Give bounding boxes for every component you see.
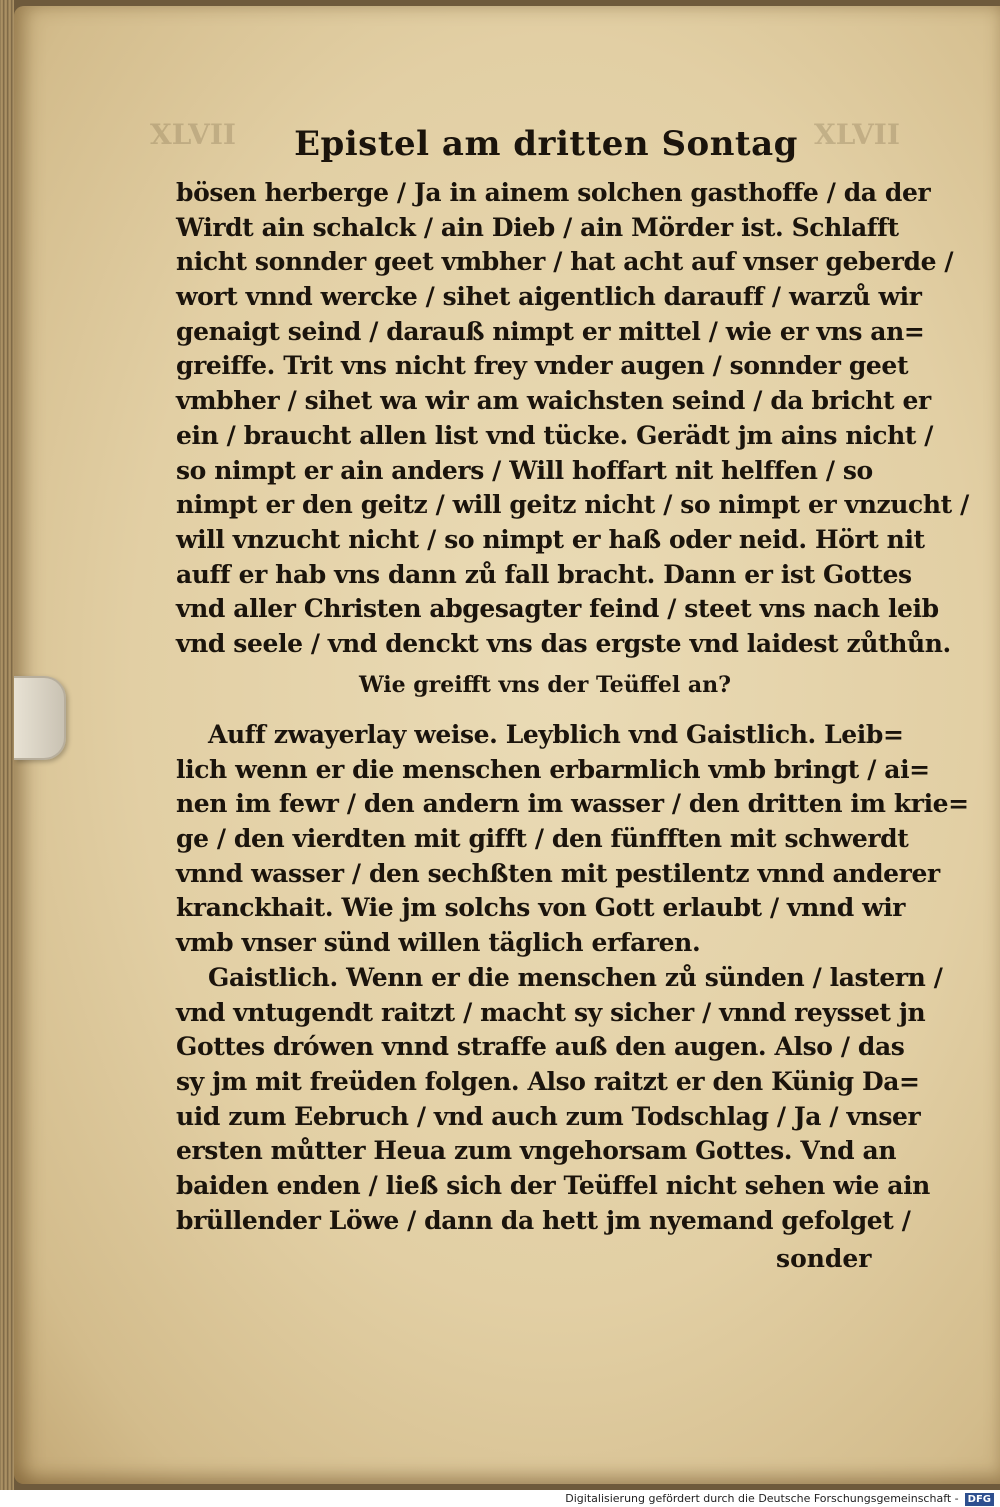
text-line: wort vnnd wercke / sihet aigentlich darauff / warzů wir <box>176 282 922 312</box>
text-line: genaigt seind / darauß nimpt er mittel / wie er vns an= <box>176 316 925 346</box>
text-line: bösen herberge / Ja in ainem solchen gasthoffe / da der <box>176 178 931 207</box>
page-heading: Epistel am dritten Sontag <box>294 124 798 164</box>
catchword: sonder <box>776 1244 872 1273</box>
text-line: Auff zwayerlay weise. Leyblich vnd Gaistlich. Leib= <box>208 720 904 749</box>
text-line: auff er hab vns dann zů fall bracht. Dann er ist Gottes <box>176 559 912 589</box>
book-page-edges <box>0 0 14 1490</box>
text-block-2 <box>176 718 969 1238</box>
text-line: vnnd wasser / den sechßten mit pestilentz vnnd anderer <box>176 858 940 888</box>
text-line: so nimpt er ain anders / Will hoffart nit helffen / so <box>176 455 873 485</box>
text-line: uid zum Eebruch / vnd auch zum Todschlag / Ja / vnser <box>176 1101 921 1131</box>
text-line: will vnzucht nicht / so nimpt er haß oder neid. Hört nit <box>176 524 925 554</box>
text-line: kranckhait. Wie jm solchs von Gott erlaubt / vnnd wir <box>176 893 906 923</box>
text-block-1 <box>176 176 969 662</box>
text-line: vnd seele / vnd denckt vns das ergste vnd laidest zůthůn. <box>176 628 951 658</box>
text-line: vnd aller Christen abgesagter feind / steet vns nach leib <box>176 594 939 624</box>
text-line: ein / braucht allen list vnd tücke. Gerädt jm ains nicht / <box>176 420 934 450</box>
text-line: greiffe. Trit vns nicht frey vnder augen / sonnder geet <box>176 351 909 381</box>
text-line: nimpt er den geitz / will geitz nicht / so nimpt er vnzucht / <box>176 490 969 520</box>
text-line: Wirdt ain schalck / ain Dieb / ain Mörder ist. Schlafft <box>176 212 899 242</box>
footer-bar <box>0 1490 1000 1507</box>
text-line: baiden enden / ließ sich der Teüffel nicht sehen wie ain <box>176 1170 930 1200</box>
text-line: sy jm mit freüden folgen. Also raitzt er den Künig Da= <box>176 1066 920 1096</box>
text-line: Gottes drówen vnnd straffe auß den augen. Also / das <box>176 1032 905 1062</box>
page-clip <box>14 676 66 760</box>
text-line: vmb vnser sünd willen täglich erfaren. <box>176 928 701 958</box>
text-line: nen im fewr / den andern im wasser / den dritten im krie= <box>176 789 969 819</box>
text-line: nicht sonnder geet vmbher / hat acht auf vnser geberde / <box>176 247 954 277</box>
folio-ghost-left: XLVII <box>150 118 237 151</box>
section-subheading: Wie greifft vns der Teüffel an? <box>358 672 732 698</box>
folio-ghost-right: XLVII <box>813 118 900 151</box>
text-line: vnd vntugendt raitzt / macht sy sicher / vnnd reysset jn <box>176 997 926 1027</box>
text-line: brüllender Löwe / dann da hett jm nyemand gefolget / <box>176 1205 911 1235</box>
text-line: vmbher / sihet wa wir am waichsten seind / da bricht er <box>176 386 931 416</box>
text-line: Gaistlich. Wenn er die menschen zů sünden / lastern / <box>208 962 943 992</box>
footer-credit: Digitalisierung gefördert durch die Deutsche Forschungsgemeinschaft - <box>565 1492 959 1505</box>
text-line: lich wenn er die menschen erbarmlich vmb bringt / ai= <box>176 754 930 784</box>
dfg-logo: DFG <box>965 1493 994 1506</box>
text-line: ersten můtter Heua zum vngehorsam Gottes. Vnd an <box>176 1136 897 1166</box>
text-line: ge / den vierdten mit gifft / den fünfften mit schwerdt <box>176 824 909 854</box>
